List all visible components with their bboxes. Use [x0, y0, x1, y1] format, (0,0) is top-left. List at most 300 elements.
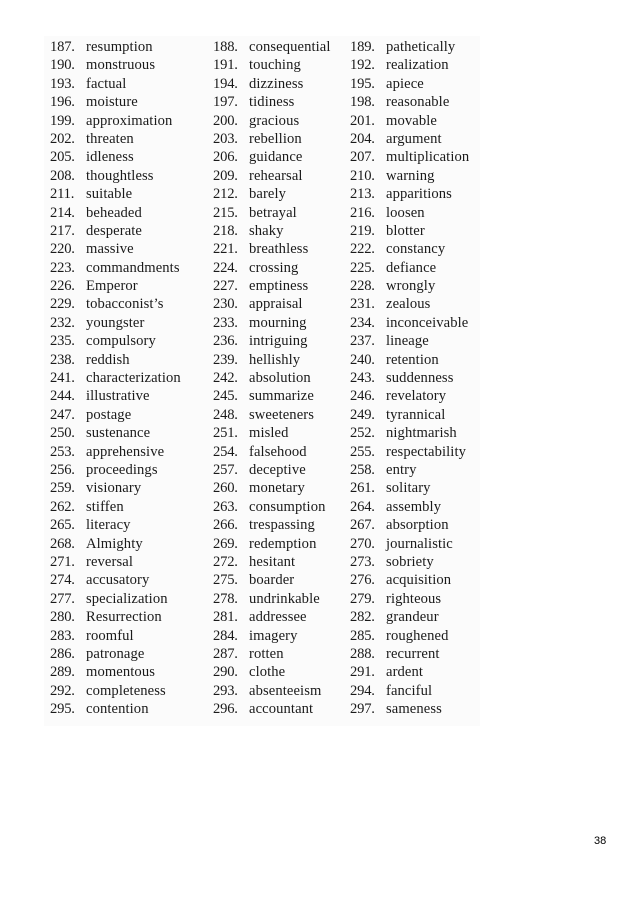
entry-word: entry [386, 461, 417, 478]
word-entry [350, 387, 480, 405]
word-list-row [50, 516, 480, 534]
entry-number: 246. [350, 388, 375, 405]
entry-word: realization [386, 57, 449, 74]
entry-number: 287. [213, 645, 238, 662]
word-entry [350, 204, 480, 222]
word-list-row [50, 608, 480, 626]
entry-number: 278. [213, 590, 238, 607]
word-entry [350, 590, 480, 608]
word-entry [50, 222, 213, 240]
word-entry [350, 369, 480, 387]
entry-word: apprehensive [86, 443, 165, 460]
entry-word: assembly [386, 498, 442, 515]
entry-word: respectability [386, 443, 467, 460]
word-list-row [50, 424, 480, 442]
entry-number: 274. [50, 572, 75, 589]
entry-word: characterization [86, 370, 181, 387]
entry-number: 233. [213, 314, 238, 331]
entry-number: 216. [350, 204, 375, 221]
entry-number: 187. [50, 39, 75, 55]
entry-word: compulsory [86, 333, 156, 350]
word-entry [50, 590, 213, 608]
entry-number: 228. [350, 278, 375, 295]
word-entry [50, 56, 213, 74]
entry-number: 267. [350, 517, 375, 534]
word-list-row [50, 571, 480, 589]
word-entry [50, 259, 213, 277]
entry-word: solitary [386, 480, 431, 497]
word-entry [50, 93, 213, 111]
word-list-row [50, 369, 480, 387]
word-entry [213, 406, 350, 424]
entry-word: righteous [386, 590, 442, 607]
word-entry [213, 204, 350, 222]
entry-number: 198. [350, 94, 375, 111]
entry-word: shaky [249, 222, 284, 239]
entry-word: accusatory [86, 572, 150, 589]
entry-word: postage [86, 406, 132, 423]
word-entry [50, 406, 213, 424]
word-entry [350, 240, 480, 258]
entry-number: 285. [350, 627, 375, 644]
entry-number: 290. [213, 664, 238, 681]
entry-word: wrongly [386, 278, 436, 295]
entry-number: 205. [50, 149, 75, 166]
entry-word: movable [386, 112, 437, 129]
entry-word: rebellion [249, 130, 302, 147]
word-list-row [50, 387, 480, 405]
entry-number: 219. [350, 222, 375, 239]
entry-number: 288. [350, 645, 375, 662]
entry-word: factual [86, 75, 127, 92]
entry-word: apparitions [386, 186, 452, 203]
entry-number: 213. [350, 186, 375, 203]
entry-word: pathetically [386, 39, 456, 55]
entry-word: visionary [86, 480, 142, 497]
entry-word: lineage [386, 333, 429, 350]
entry-word: monstruous [86, 57, 156, 74]
entry-word: reddish [86, 351, 130, 368]
word-entry [213, 112, 350, 130]
word-entry [213, 590, 350, 608]
entry-number: 236. [213, 333, 238, 350]
entry-word: gracious [249, 112, 300, 129]
entry-number: 258. [350, 461, 375, 478]
word-entry [50, 498, 213, 516]
entry-word: redemption [249, 535, 317, 552]
entry-number: 197. [213, 94, 238, 111]
entry-number: 286. [50, 645, 75, 662]
word-entry [50, 387, 213, 405]
word-entry [50, 314, 213, 332]
entry-number: 291. [350, 664, 375, 681]
word-entry [350, 682, 480, 700]
word-entry [350, 314, 480, 332]
entry-word: momentous [86, 664, 156, 681]
entry-word: retention [386, 351, 439, 368]
word-list-row [50, 590, 480, 608]
entry-word: threaten [86, 130, 134, 147]
word-entry [350, 700, 480, 718]
entry-number: 199. [50, 112, 75, 129]
word-entry [213, 424, 350, 442]
entry-word: tobacconist’s [86, 296, 164, 313]
entry-word: roomful [86, 627, 134, 644]
entry-word: apiece [386, 75, 424, 92]
entry-word: sameness [386, 701, 442, 718]
entry-word: patronage [86, 645, 145, 662]
entry-word: deceptive [249, 461, 306, 478]
entry-number: 224. [213, 259, 238, 276]
entry-word: dizziness [249, 75, 304, 92]
entry-number: 190. [50, 57, 75, 74]
word-entry [50, 424, 213, 442]
entry-number: 201. [350, 112, 375, 129]
entry-number: 223. [50, 259, 75, 276]
entry-number: 244. [50, 388, 75, 405]
entry-word: betrayal [249, 204, 297, 221]
word-list-row [50, 332, 480, 350]
entry-number: 217. [50, 222, 75, 239]
entry-word: falsehood [249, 443, 307, 460]
page-number: 38 [594, 835, 607, 847]
word-list-row [50, 314, 480, 332]
entry-number: 229. [50, 296, 75, 313]
entry-word: Emperor [86, 278, 138, 295]
entry-word: absolution [249, 370, 311, 387]
word-entry [50, 167, 213, 185]
word-entry [350, 553, 480, 571]
entry-word: intriguing [249, 333, 308, 350]
word-entry [50, 571, 213, 589]
word-entry [350, 93, 480, 111]
word-entry [213, 314, 350, 332]
entry-word: massive [86, 241, 134, 258]
entry-number: 232. [50, 314, 75, 331]
entry-word: argument [386, 130, 442, 147]
word-entry [50, 112, 213, 130]
entry-number: 212. [213, 186, 238, 203]
entry-word: defiance [386, 259, 437, 276]
entry-number: 227. [213, 278, 238, 295]
word-entry [213, 535, 350, 553]
word-list-row [50, 645, 480, 663]
word-entry [350, 295, 480, 313]
entry-word: thoughtless [86, 167, 154, 184]
word-entry [213, 479, 350, 497]
entry-word: absorption [386, 517, 449, 534]
entry-word: zealous [386, 296, 431, 313]
entry-word: misled [249, 425, 289, 442]
entry-number: 204. [350, 130, 375, 147]
word-entry [213, 571, 350, 589]
entry-number: 238. [50, 351, 75, 368]
word-entry [350, 130, 480, 148]
entry-word: hesitant [249, 553, 296, 570]
entry-word: multiplication [386, 149, 470, 166]
entry-number: 250. [50, 425, 75, 442]
entry-number: 209. [213, 167, 238, 184]
entry-number: 230. [213, 296, 238, 313]
entry-word: imagery [249, 627, 298, 644]
word-entry [50, 369, 213, 387]
entry-number: 231. [350, 296, 375, 313]
word-entry [213, 351, 350, 369]
word-entry [213, 295, 350, 313]
word-list-row [50, 38, 480, 56]
entry-word: beheaded [86, 204, 142, 221]
entry-number: 221. [213, 241, 238, 258]
entry-word: consequential [249, 39, 331, 55]
entry-number: 256. [50, 461, 75, 478]
word-list-row [50, 259, 480, 277]
word-entry [213, 332, 350, 350]
word-entry [50, 130, 213, 148]
entry-word: fanciful [386, 682, 433, 699]
word-entry [350, 277, 480, 295]
entry-number: 226. [50, 278, 75, 295]
word-list-row [50, 498, 480, 516]
entry-word: revelatory [386, 388, 447, 405]
entry-word: tyrannical [386, 406, 446, 423]
entry-number: 282. [350, 609, 375, 626]
entry-word: recurrent [386, 645, 440, 662]
word-entry [350, 351, 480, 369]
word-entry [350, 112, 480, 130]
entry-word: blotter [386, 222, 425, 239]
entry-word: breathless [249, 241, 309, 258]
entry-number: 276. [350, 572, 375, 589]
entry-word: approximation [86, 112, 173, 129]
word-entry [50, 461, 213, 479]
word-entry [350, 38, 480, 56]
entry-number: 239. [213, 351, 238, 368]
word-list-row [50, 222, 480, 240]
entry-number: 247. [50, 406, 75, 423]
entry-word: touching [249, 57, 301, 74]
word-list-row [50, 479, 480, 497]
word-list-row [50, 185, 480, 203]
entry-number: 252. [350, 425, 375, 442]
entry-number: 296. [213, 701, 238, 718]
entry-number: 297. [350, 701, 375, 718]
word-entry [50, 332, 213, 350]
entry-number: 202. [50, 130, 75, 147]
entry-number: 294. [350, 682, 375, 699]
entry-number: 191. [213, 57, 238, 74]
entry-number: 275. [213, 572, 238, 589]
entry-number: 242. [213, 370, 238, 387]
word-list-row [50, 167, 480, 185]
word-entry [350, 75, 480, 93]
word-entry [213, 645, 350, 663]
word-list-row [50, 351, 480, 369]
word-entry [350, 148, 480, 166]
entry-number: 261. [350, 480, 375, 497]
entry-number: 249. [350, 406, 375, 423]
entry-word: inconceivable [386, 314, 469, 331]
word-entry [50, 204, 213, 222]
entry-word: moisture [86, 94, 138, 111]
entry-word: crossing [249, 259, 299, 276]
word-entry [350, 167, 480, 185]
entry-word: suddenness [386, 370, 454, 387]
entry-number: 189. [350, 39, 375, 55]
word-entry [50, 663, 213, 681]
word-entry [213, 222, 350, 240]
word-list-row [50, 93, 480, 111]
entry-number: 271. [50, 553, 75, 570]
entry-word: illustrative [86, 388, 150, 405]
word-list-row [50, 240, 480, 258]
entry-number: 214. [50, 204, 75, 221]
word-list-row [50, 535, 480, 553]
entry-word: reversal [86, 553, 133, 570]
word-entry [50, 443, 213, 461]
entry-number: 210. [350, 167, 375, 184]
entry-word: youngster [86, 314, 145, 331]
entry-number: 235. [50, 333, 75, 350]
word-entry [213, 148, 350, 166]
entry-number: 203. [213, 130, 238, 147]
entry-number: 255. [350, 443, 375, 460]
word-list-row [50, 627, 480, 645]
word-entry [50, 75, 213, 93]
word-list-row [50, 204, 480, 222]
entry-number: 240. [350, 351, 375, 368]
word-list-row [50, 56, 480, 74]
entry-word: literacy [86, 517, 131, 534]
entry-number: 292. [50, 682, 75, 699]
entry-word: mourning [249, 314, 307, 331]
entry-word: summarize [249, 388, 314, 405]
entry-word: idleness [86, 149, 134, 166]
word-entry [213, 682, 350, 700]
word-entry [50, 295, 213, 313]
entry-word: monetary [249, 480, 305, 497]
entry-word: nightmarish [386, 425, 457, 442]
entry-number: 257. [213, 461, 238, 478]
entry-word: consumption [249, 498, 326, 515]
entry-word: grandeur [386, 609, 439, 626]
entry-word: accountant [249, 701, 314, 718]
entry-word: emptiness [249, 278, 309, 295]
entry-word: sobriety [386, 553, 434, 570]
word-entry [350, 645, 480, 663]
entry-number: 272. [213, 553, 238, 570]
word-entry [213, 240, 350, 258]
word-entry [213, 700, 350, 718]
word-entry [350, 56, 480, 74]
entry-word: boarder [249, 572, 295, 589]
word-entry [213, 56, 350, 74]
word-list-row [50, 553, 480, 571]
word-list-row [50, 461, 480, 479]
entry-word: journalistic [386, 535, 453, 552]
entry-word: appraisal [249, 296, 303, 313]
entry-number: 254. [213, 443, 238, 460]
word-list-row [50, 700, 480, 718]
word-entry [350, 443, 480, 461]
entry-word: sweeteners [249, 406, 315, 423]
entry-number: 280. [50, 609, 75, 626]
entry-number: 206. [213, 149, 238, 166]
word-entry [213, 516, 350, 534]
entry-number: 253. [50, 443, 75, 460]
entry-number: 200. [213, 112, 238, 129]
word-entry [350, 222, 480, 240]
entry-number: 193. [50, 75, 75, 92]
entry-number: 265. [50, 517, 75, 534]
word-entry [213, 38, 350, 56]
word-list-row [50, 443, 480, 461]
word-entry [350, 406, 480, 424]
word-entry [350, 535, 480, 553]
entry-word: tidiness [249, 94, 295, 111]
entry-word: specialization [86, 590, 168, 607]
entry-word: loosen [386, 204, 425, 221]
entry-number: 220. [50, 241, 75, 258]
entry-number: 194. [213, 75, 238, 92]
word-entry [213, 627, 350, 645]
entry-number: 259. [50, 480, 75, 497]
entry-word: undrinkable [249, 590, 320, 607]
entry-number: 269. [213, 535, 238, 552]
word-entry [350, 498, 480, 516]
entry-number: 284. [213, 627, 238, 644]
entry-word: commandments [86, 259, 180, 276]
word-entry [50, 645, 213, 663]
entry-number: 225. [350, 259, 375, 276]
entry-word: addressee [249, 609, 307, 626]
entry-number: 262. [50, 498, 75, 515]
entry-number: 270. [350, 535, 375, 552]
entry-number: 260. [213, 480, 238, 497]
entry-number: 264. [350, 498, 375, 515]
entry-word: Resurrection [86, 609, 162, 626]
word-entry [350, 479, 480, 497]
entry-number: 266. [213, 517, 238, 534]
word-list-row [50, 75, 480, 93]
word-entry [350, 627, 480, 645]
word-list-row [50, 277, 480, 295]
word-entry [213, 277, 350, 295]
entry-number: 245. [213, 388, 238, 405]
entry-word: proceedings [86, 461, 158, 478]
word-entry [213, 75, 350, 93]
entry-word: resumption [86, 39, 153, 55]
entry-number: 283. [50, 627, 75, 644]
entry-number: 293. [213, 682, 238, 699]
entry-word: rotten [249, 645, 284, 662]
entry-number: 208. [50, 167, 75, 184]
entry-word: completeness [86, 682, 166, 699]
entry-number: 251. [213, 425, 238, 442]
word-entry [213, 608, 350, 626]
entry-word: acquisition [386, 572, 452, 589]
word-entry [50, 185, 213, 203]
word-entry [50, 700, 213, 718]
entry-word: hellishly [249, 351, 301, 368]
word-list-row [50, 295, 480, 313]
entry-number: 289. [50, 664, 75, 681]
word-entry [50, 535, 213, 553]
word-entry [50, 608, 213, 626]
entry-number: 215. [213, 204, 238, 221]
entry-number: 279. [350, 590, 375, 607]
entry-word: sustenance [86, 425, 151, 442]
word-list-row [50, 682, 480, 700]
